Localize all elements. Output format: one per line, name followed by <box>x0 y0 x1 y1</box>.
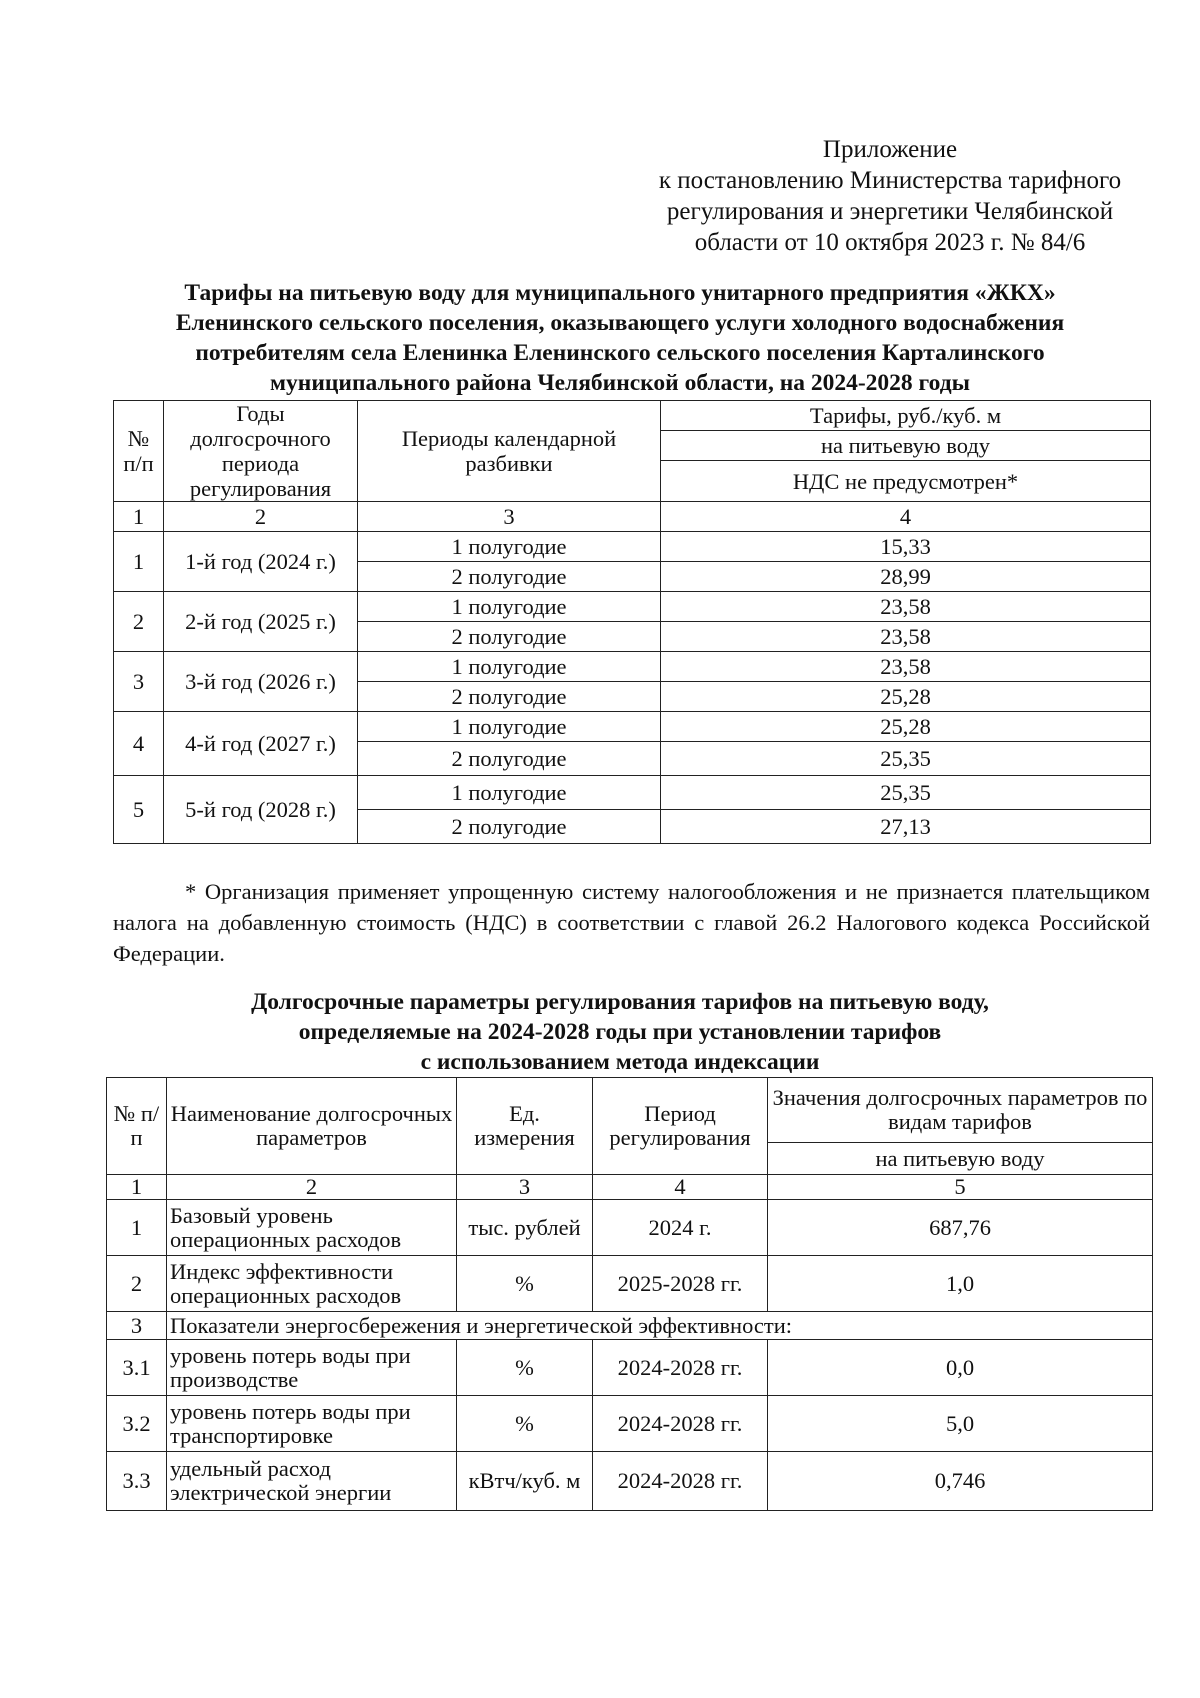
column-number: 1 <box>114 502 164 532</box>
title-line: Долгосрочные параметры регулирования тарифов на питьевую воду, <box>251 989 989 1015</box>
column-number: 2 <box>167 1175 457 1200</box>
table-row <box>114 712 1151 742</box>
tariffs-title <box>105 278 1135 398</box>
table-row <box>114 652 1151 682</box>
row-tariff: 28,99 <box>661 562 1151 592</box>
header-water: на питьевую воду <box>768 1143 1153 1175</box>
row-unit: % <box>457 1256 593 1312</box>
row-value: 0,0 <box>768 1340 1153 1396</box>
header-num: № п/п <box>107 1078 167 1175</box>
row-period: 1 полугодие <box>358 532 661 562</box>
row-year: 1-й год (2024 г.) <box>164 532 358 592</box>
title-line: потребителям села Еленинка Еленинского сельского поселения Карталинского <box>195 340 1045 366</box>
row-num: 3 <box>107 1312 167 1340</box>
header-water: на питьевую воду <box>661 431 1151 461</box>
row-name: уровень потерь воды при транспортировке <box>167 1396 457 1452</box>
column-number: 3 <box>457 1175 593 1200</box>
appendix-line: области от 10 октября 2023 г. № 84/6 <box>694 229 1086 256</box>
row-tariff: 23,58 <box>661 622 1151 652</box>
appendix-heading <box>620 134 1160 258</box>
row-period: 1 полугодие <box>358 652 661 682</box>
row-unit: тыс. рублей <box>457 1200 593 1256</box>
row-tariff: 25,28 <box>661 712 1151 742</box>
row-year: 3-й год (2026 г.) <box>164 652 358 712</box>
row-value: 0,746 <box>768 1452 1153 1511</box>
row-num: 3.3 <box>107 1452 167 1511</box>
row-year: 4-й год (2027 г.) <box>164 712 358 776</box>
appendix-line: Приложение <box>822 136 958 163</box>
row-tariff: 25,35 <box>661 776 1151 810</box>
header-num: № п/п <box>114 401 164 502</box>
row-period: 2 полугодие <box>358 622 661 652</box>
title-line: Еленинского сельского поселения, оказывающего услуги холодного водоснабжения <box>175 310 1065 336</box>
row-period: 2 полугодие <box>358 562 661 592</box>
parameters-title <box>105 987 1135 1077</box>
row-period: 2 полугодие <box>358 682 661 712</box>
table-row <box>107 1200 1153 1256</box>
table-row <box>107 1340 1153 1396</box>
column-number: 5 <box>768 1175 1153 1200</box>
row-num: 1 <box>114 532 164 592</box>
title-line: определяемые на 2024-2028 годы при установлении тарифов <box>298 1019 942 1045</box>
row-tariff: 27,13 <box>661 810 1151 844</box>
row-period: 1 полугодие <box>358 776 661 810</box>
row-period: 2 полугодие <box>358 810 661 844</box>
row-unit: % <box>457 1340 593 1396</box>
vat-footnote: * Организация применяет упрощенную систему налогообложения и не признается плательщиком налога на добавленную стоимость (НДС) в соответствии с главой 26.2 Налогового кодекса Российской Федерации. <box>113 879 1150 966</box>
row-period: 2024 г. <box>593 1200 768 1256</box>
row-year: 2-й год (2025 г.) <box>164 592 358 652</box>
parameters-table <box>106 1077 1153 1511</box>
row-tariff: 25,35 <box>661 742 1151 776</box>
row-period: 1 полугодие <box>358 592 661 622</box>
table-row <box>114 592 1151 622</box>
title-line: Тарифы на питьевую воду для муниципального унитарного предприятия «ЖКХ» <box>184 280 1056 306</box>
row-period: 2025-2028 гг. <box>593 1256 768 1312</box>
row-num: 3 <box>114 652 164 712</box>
row-tariff: 23,58 <box>661 592 1151 622</box>
row-unit: кВтч/куб. м <box>457 1452 593 1511</box>
row-num: 5 <box>114 776 164 844</box>
row-name: удельный расход электрической энергии <box>167 1452 457 1511</box>
table-row <box>107 1312 1153 1340</box>
row-tariff: 25,28 <box>661 682 1151 712</box>
row-num: 2 <box>114 592 164 652</box>
row-period: 2 полугодие <box>358 742 661 776</box>
row-tariff: 15,33 <box>661 532 1151 562</box>
header-unit: Ед. измерения <box>457 1078 593 1175</box>
table-row <box>107 1396 1153 1452</box>
header-period: Период регулирования <box>593 1078 768 1175</box>
column-number: 1 <box>107 1175 167 1200</box>
header-values: Значения долгосрочных параметров по видам тарифов <box>768 1078 1153 1143</box>
row-num: 3.1 <box>107 1340 167 1396</box>
table-row <box>114 776 1151 810</box>
row-unit: % <box>457 1396 593 1452</box>
row-num: 2 <box>107 1256 167 1312</box>
row-tariff: 23,58 <box>661 652 1151 682</box>
table-row <box>107 1256 1153 1312</box>
row-period: 2024-2028 гг. <box>593 1452 768 1511</box>
row-num: 3.2 <box>107 1396 167 1452</box>
row-value: 687,76 <box>768 1200 1153 1256</box>
appendix-line: регулирования и энергетики Челябинской <box>666 198 1114 225</box>
row-year: 5-й год (2028 г.) <box>164 776 358 844</box>
row-name: Базовый уровень операционных расходов <box>167 1200 457 1256</box>
column-number: 2 <box>164 502 358 532</box>
header-years: Годы долгосрочного периода регулирования <box>164 401 358 502</box>
title-line: муниципального района Челябинской области, на 2024-2028 годы <box>270 370 970 396</box>
table-row <box>107 1452 1153 1511</box>
header-periods: Периоды календарной разбивки <box>358 401 661 502</box>
appendix-line: к постановлению Министерства тарифного <box>658 167 1122 194</box>
column-number: 4 <box>661 502 1151 532</box>
row-period: 2024-2028 гг. <box>593 1396 768 1452</box>
title-line: с использованием метода индексации <box>420 1049 820 1075</box>
row-value: 1,0 <box>768 1256 1153 1312</box>
row-name: Индекс эффективности операционных расходов <box>167 1256 457 1312</box>
row-value: 5,0 <box>768 1396 1153 1452</box>
tariffs-table <box>113 400 1151 844</box>
row-period: 2024-2028 гг. <box>593 1340 768 1396</box>
column-number: 3 <box>358 502 661 532</box>
table-row <box>114 532 1151 562</box>
header-name: Наименование долгосрочных параметров <box>167 1078 457 1175</box>
column-number: 4 <box>593 1175 768 1200</box>
row-period: 1 полугодие <box>358 712 661 742</box>
header-vat: НДС не предусмотрен* <box>661 461 1151 502</box>
row-num: 4 <box>114 712 164 776</box>
header-tariffs: Тарифы, руб./куб. м <box>661 401 1151 431</box>
row-section-title: Показатели энергосбережения и энергетической эффективности: <box>167 1312 1153 1340</box>
row-name: уровень потерь воды при производстве <box>167 1340 457 1396</box>
row-num: 1 <box>107 1200 167 1256</box>
